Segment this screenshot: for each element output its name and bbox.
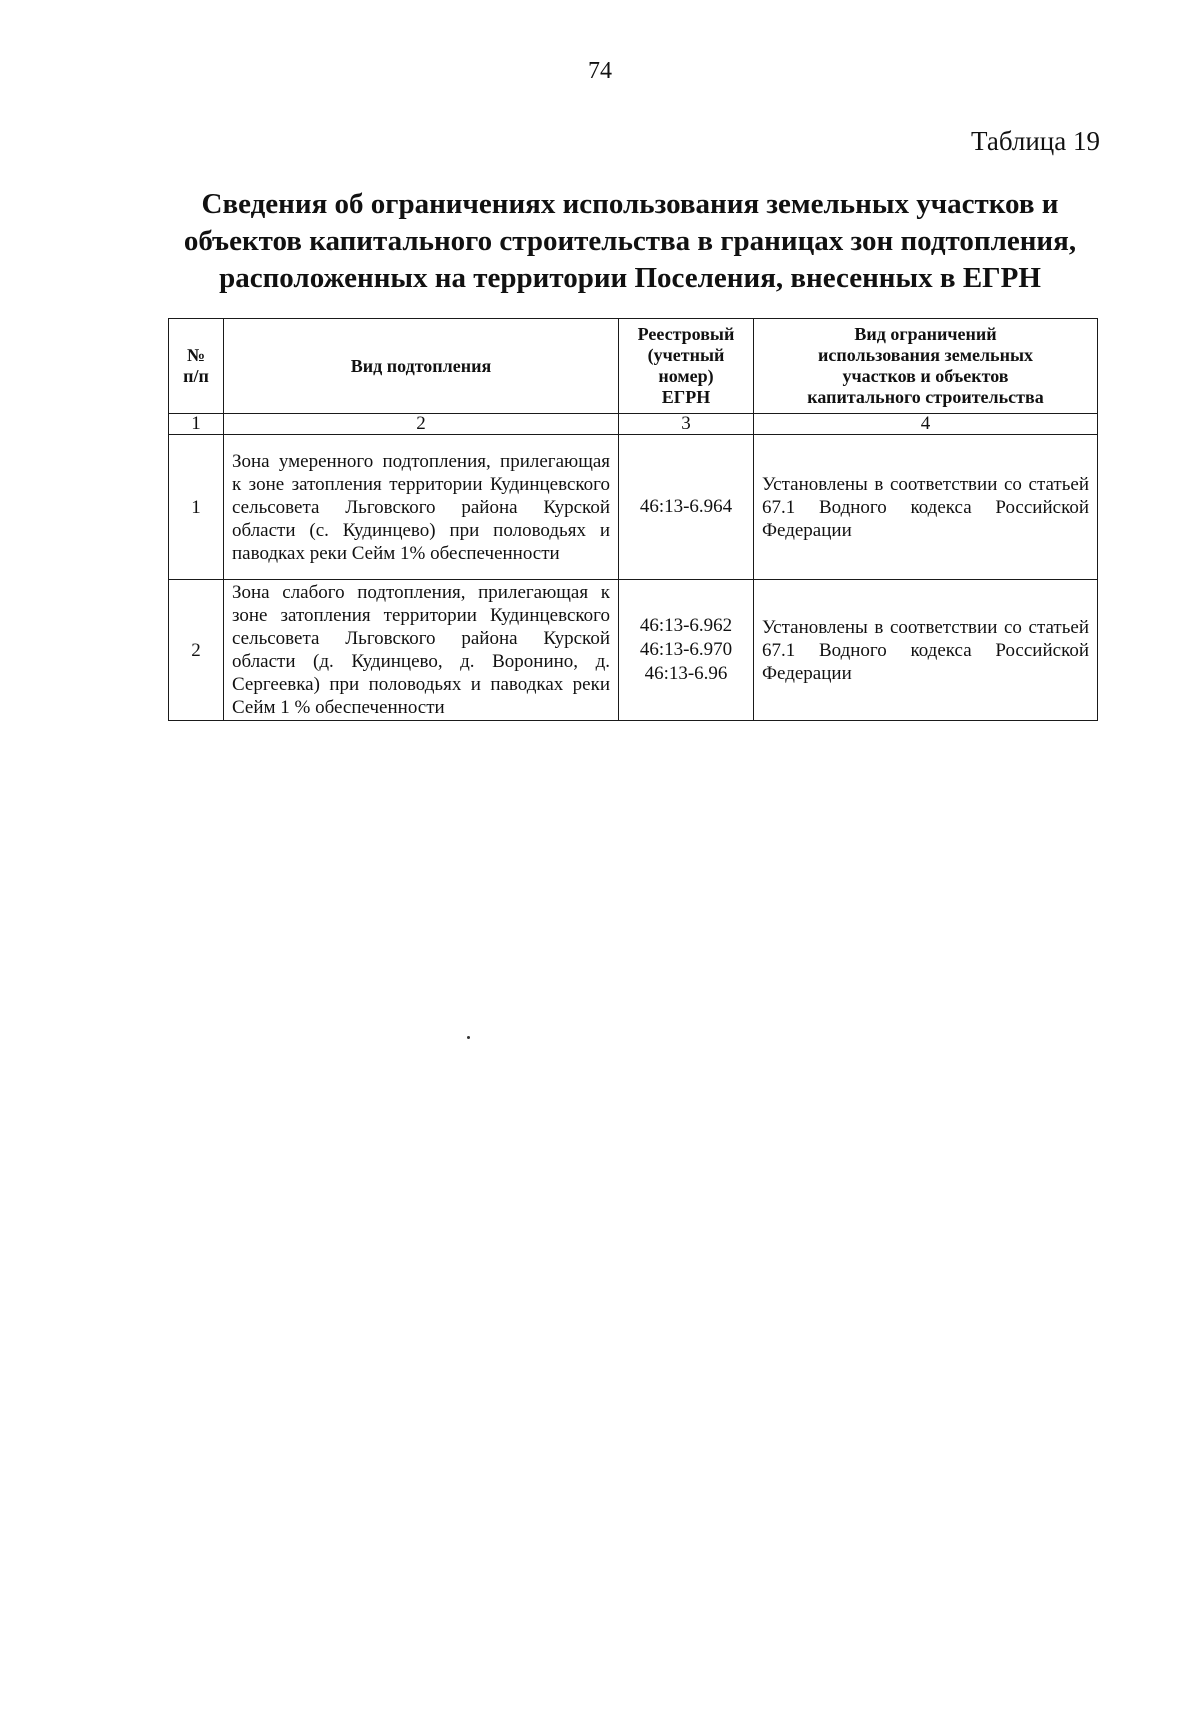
header-number: [169, 319, 224, 414]
header-registry-line: номер): [658, 366, 714, 386]
title-line: расположенных на территории Поселения, внесенных в ЕГРН: [219, 262, 1041, 294]
restriction-description: Установлены в соответствии со статьей 67.1 Водного кодекса Российской Федерации: [754, 435, 1098, 580]
registry-number: 46:13-6.964: [639, 496, 733, 517]
registry-number: 46:13-6.962: [639, 615, 733, 636]
registry-numbers: [619, 435, 754, 580]
header-restriction-line: использования земельных: [817, 345, 1033, 365]
column-number: 2: [224, 414, 619, 435]
table-caption: Таблица 19: [971, 126, 1100, 156]
page-number: 74: [588, 58, 612, 84]
restrictions-table: [168, 318, 1098, 721]
table-header-row: [169, 319, 1098, 414]
header-registry-line: (учетный: [647, 345, 725, 365]
header-number-line: п/п: [183, 366, 209, 386]
scan-speck: [467, 1036, 470, 1039]
header-restriction-line: участков и объектов: [842, 366, 1009, 386]
column-number: 4: [754, 414, 1098, 435]
header-restriction-line: капитального строительства: [807, 387, 1044, 407]
title-line: объектов капитального строительства в границах зон подтопления,: [183, 225, 1077, 257]
header-registry-number: [619, 319, 754, 414]
document-title: [150, 186, 1110, 297]
header-number-line: №: [186, 345, 206, 365]
column-number-row: [169, 414, 1098, 435]
row-number: 1: [169, 435, 224, 580]
zone-description: Зона слабого подтопления, прилегающая к зоне затопления территории Кудинцевского сельсовета Льговского района Курской области (д. Кудинцево, д. Воронино, д. Сергеевка) при половодьях и паводках реки Сейм 1 % обеспеченности: [224, 580, 619, 721]
registry-number: 46:13-6.96: [644, 663, 728, 684]
registry-numbers: [619, 580, 754, 721]
table-row: [169, 435, 1098, 580]
header-registry-line: Реестровый: [637, 324, 735, 344]
header-restriction-line: Вид ограничений: [854, 324, 997, 344]
column-number: 1: [169, 414, 224, 435]
header-restriction-type: [754, 319, 1098, 414]
column-number: 3: [619, 414, 754, 435]
table-row: [169, 580, 1098, 721]
zone-description: Зона умеренного подтопления, прилегающая к зоне затопления территории Кудинцевского сельсовета Льговского района Курской области (с. Кудинцево) при половодьях и паводках реки Сейм 1% обеспеченности: [224, 435, 619, 580]
header-registry-line: ЕГРН: [661, 387, 711, 407]
row-number: 2: [169, 580, 224, 721]
registry-number: 46:13-6.970: [639, 639, 733, 660]
header-zone-type: Вид подтопления: [224, 319, 619, 414]
title-line: Сведения об ограничениях использования земельных участков и: [201, 188, 1059, 220]
restriction-description: Установлены в соответствии со статьей 67.1 Водного кодекса Российской Федерации: [754, 580, 1098, 721]
